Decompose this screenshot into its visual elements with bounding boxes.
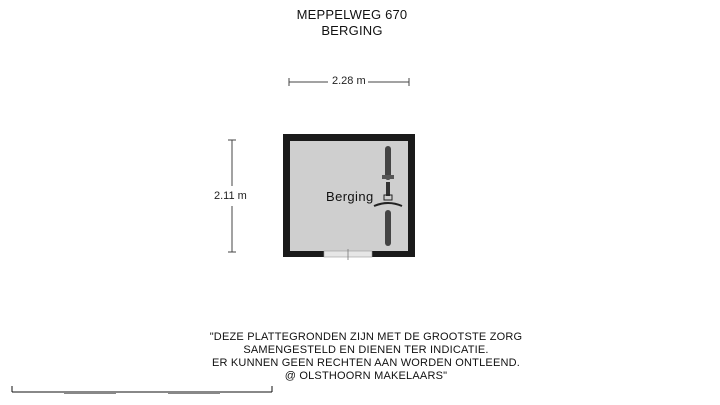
address-title: MEPPELWEG 670 [296,7,408,22]
disclaimer-line-4: @ OLSTHOORN MAKELAARS" [284,370,448,382]
scale-bar [0,380,720,400]
disclaimer-text [200,331,532,383]
disclaimer-line-2: SAMENGESTELD EN DIENEN TER INDICATIE. [243,344,489,356]
disclaimer-line-3: ER KUNNEN GEEN RECHTEN AAN WORDEN ONTLEEND. [211,357,521,369]
height-dimension-label: 2.11 m [214,190,247,202]
disclaimer-line-1: "DEZE PLATTEGRONDEN ZIJN MET DE GROOTSTE ZORG [209,331,523,343]
room-type-title: BERGING [321,23,383,38]
width-dimension-label: 2.28 m [332,75,366,87]
room-label: Berging [326,189,374,204]
